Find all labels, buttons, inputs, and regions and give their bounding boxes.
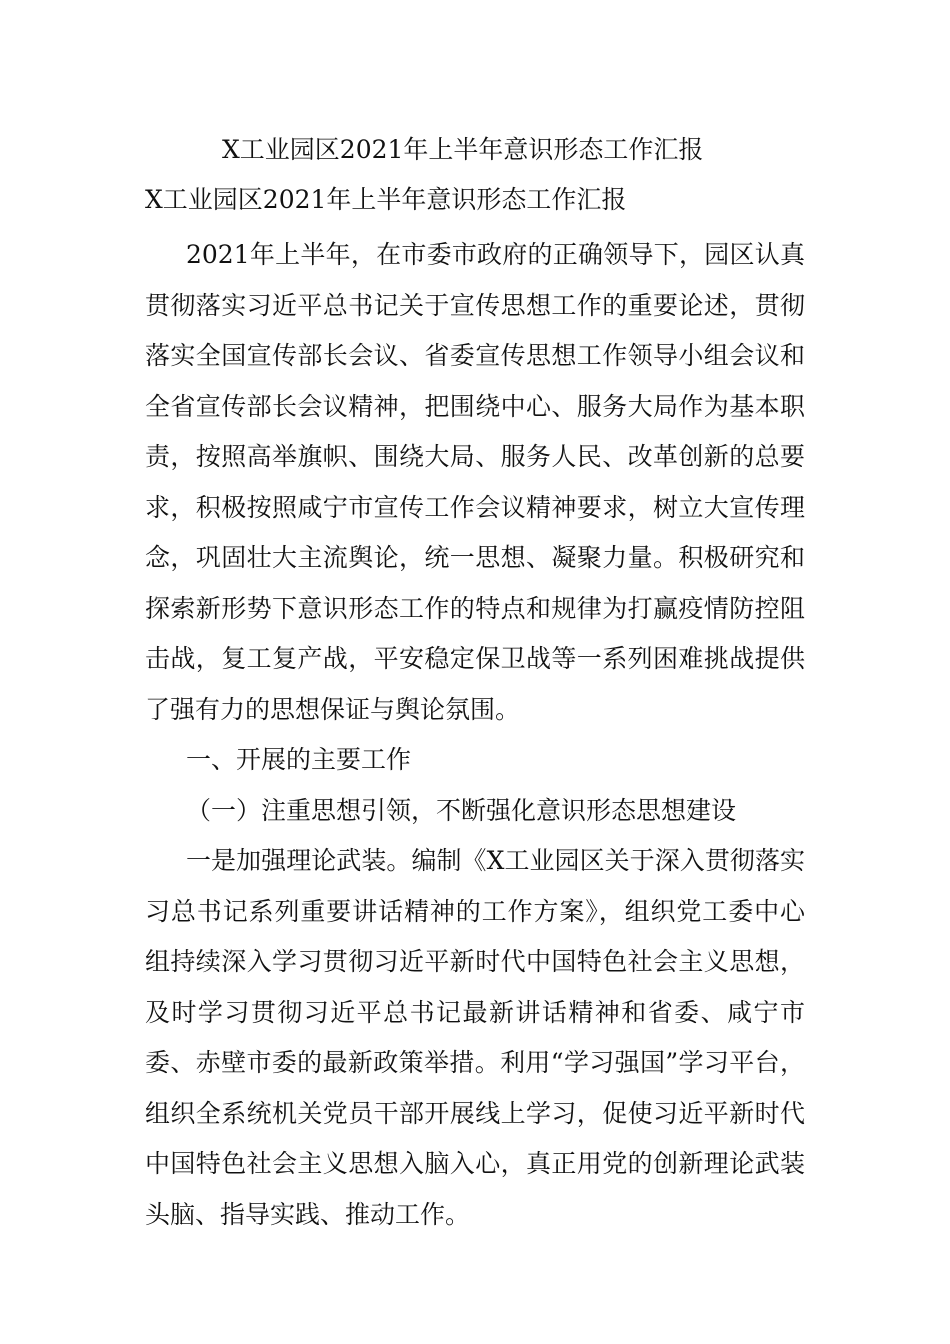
subsection-heading: （一）注重思想引领，不断强化意识形态思想建设: [186, 795, 737, 825]
document-title: X工业园区2021年上半年意识形态工作汇报: [222, 135, 704, 164]
document-body: [145, 230, 805, 1240]
document-subtitle: X工业园区2021年上半年意识形态工作汇报: [145, 185, 627, 214]
section-heading: 一、开展的主要工作: [186, 745, 412, 774]
intro-paragraph: 2021年上半年，在市委市政府的正确领导下，园区认真贯彻落实习近平总书记关于宣传思想工作的重要论述，贯彻落实全国宣传部长会议、省委宣传思想工作领导小组会议和全省宣传部长会议精神，把围绕中心、服务大局作为基本职责，按照高举旗帜、围绕大局、服务人民、改革创新的总要求，积极按照咸宁市宣传工作会议精神要求，树立大宣传理念，巩固壮大主流舆论，统一思想、凝聚力量。积极研究和探索新形势下意识形态工作的特点和规律为打赢疫情防控阻击战，复工复产战，平安稳定保卫战等一系列困难挑战提供了强有力的思想保证与舆论氛围。: [145, 240, 805, 724]
body-paragraph: 一是加强理论武装。编制《X工业园区关于深入贯彻落实习总书记系列重要讲话精神的工作方案》，组织党工委中心组持续深入学习贯彻习近平新时代中国特色社会主义思想，及时学习贯彻习近平总书记最新讲话精神和省委、咸宁市委、赤壁市委的最新政策举措。利用“学习强国”学习平台，组织全系统机关党员干部开展线上学习，促使习近平新时代中国特色社会主义思想入脑入心，真正用党的创新理论武装头脑、指导实践、推动工作。: [145, 846, 805, 1229]
